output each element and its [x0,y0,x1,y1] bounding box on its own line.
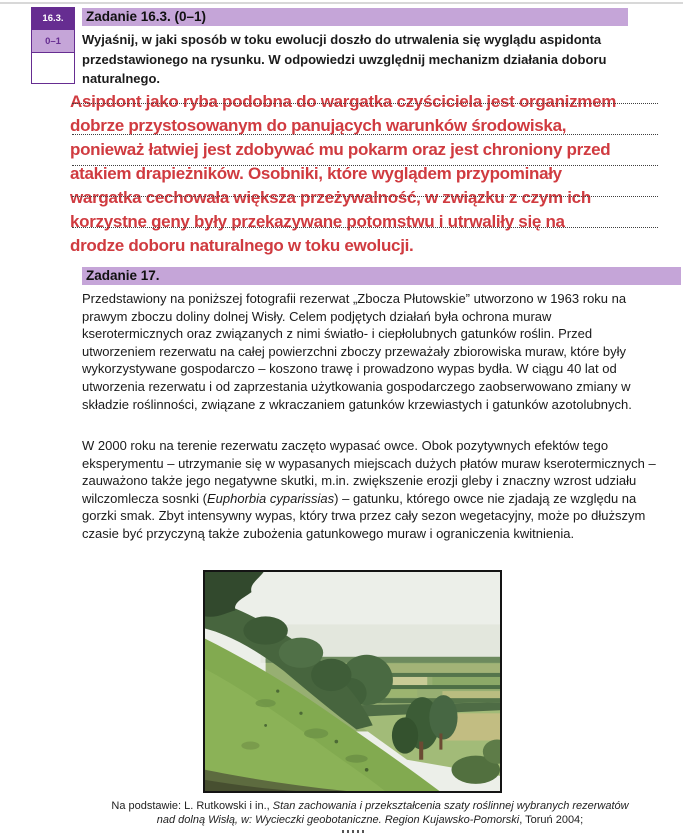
task-score-badge: 0–1 [32,29,74,52]
photo-caption [82,799,658,827]
reserve-photo [203,570,502,793]
answer-dotted-line [72,134,658,135]
para2-text-before: W 2000 roku na terenie rezerwatu zaczęto wypasać owce. Obok pozytywnych efektów tego eksperymentu – utrzymanie się w wypasanych miejscach dużych płatów muraw kserotermicznych – zauważono także jego negatywne skutki, m.in. zwiększenie erozji gleby i znaczny wzrost udziału wilczomlecza sosnki ( [82,438,656,506]
answer-text-line: wargatka cechowała większa przeżywalność, w związku z czym ich [70,188,591,207]
score-entry-box [32,52,74,83]
answer-text-line: drodze doboru naturalnego w toku ewolucji. [70,236,414,255]
species-name-italic: Euphorbia cyparissias [206,490,335,506]
answer-text-line: korzystne geny były przekazywane potomstwu i utrwaliły się na [70,212,565,231]
task-16-3-header: Zadanie 16.3. (0–1) [82,8,628,26]
answer-text-line: ponieważ łatwiej jest zdobywać mu pokarm oraz jest chroniony przed [70,140,611,159]
page-top-divider [0,2,683,4]
answer-dotted-line [72,196,658,197]
answer-dotted-line [72,227,658,228]
caption-title-italic: Stan zachowania i przekształcenia szaty roślinnej wybranych rezerwatów [272,800,629,812]
landscape-photo-graphic [205,572,500,791]
task-margin-box [31,7,75,84]
caption-source-regular-2: , Toruń 2004; [519,814,584,826]
task-number-badge: 16.3. [32,8,74,29]
answer-area [70,90,670,262]
para2-text-after: ) – gatunku, którego owce nie zjadają ze względu na gorzki smak. Zbyt intensywny wypas, który trwa przez cały sezon wegetacyjny, może po dłuższym czasie być przyczyną także zubożenia gatunkowego muraw i ograniczenia kwitnienia. [82,490,646,541]
caption-title-italic-2: nad dolną Wisłą, w: Wycieczki geobotaniczne. Region Kujawsko-Pomorski [156,814,520,826]
task-17-paragraph-2 [82,437,658,543]
caption-source-regular: Na podstawie: L. Rutkowski i in., [111,800,273,812]
task-17-paragraph-1: Przedstawiony na poniższej fotografii rezerwat „Zbocza Płutowskie” utworzono w 1963 roku na prawym zboczu doliny dolnej Wisły. Celem podjętych działań była ochrona muraw kserotermicznych oraz związanych z nimi światło- i ciepłolubnych gatunków roślin. Przed utworzeniem rezerwatu na całej powierzchni zboczy przeważały zbiorowiska muraw, które były wykorzystywane gospodarczo – koszono trawę i prowadzono wypas bydła. W ciągu 40 lat od utworzenia rezerwatu i od zaprzestania użytkowania gospodarczego zaobserwowano zmiany w składzie roślinności, związane z wkraczaniem gatunków krzewiastych i gatunków azotolubnych. [82,291,632,412]
answer-dotted-line [72,165,658,166]
answer-dotted-line [72,103,658,104]
answer-text-line: atakiem drapieżników. Osobniki, które wyglądem przypominały [70,164,562,183]
answer-text-line: Asipdont jako ryba podobna do wargatka czyściciela jest organizmem [70,92,617,111]
caption-line-1 [82,799,658,813]
caption-line-2 [82,813,658,827]
answer-text-line: dobrze przystosowanym do panujących warunków środowiska, [70,116,567,135]
task-16-3-instruction: Wyjaśnij, w jaki sposób w toku ewolucji doszło do utrwalenia się wyglądu aspidonta przedstawionego na rysunku. W odpowiedzi uwzględnij mechanizm działania doboru naturalnego. [82,32,607,86]
task-17-header: Zadanie 17. [82,267,681,285]
